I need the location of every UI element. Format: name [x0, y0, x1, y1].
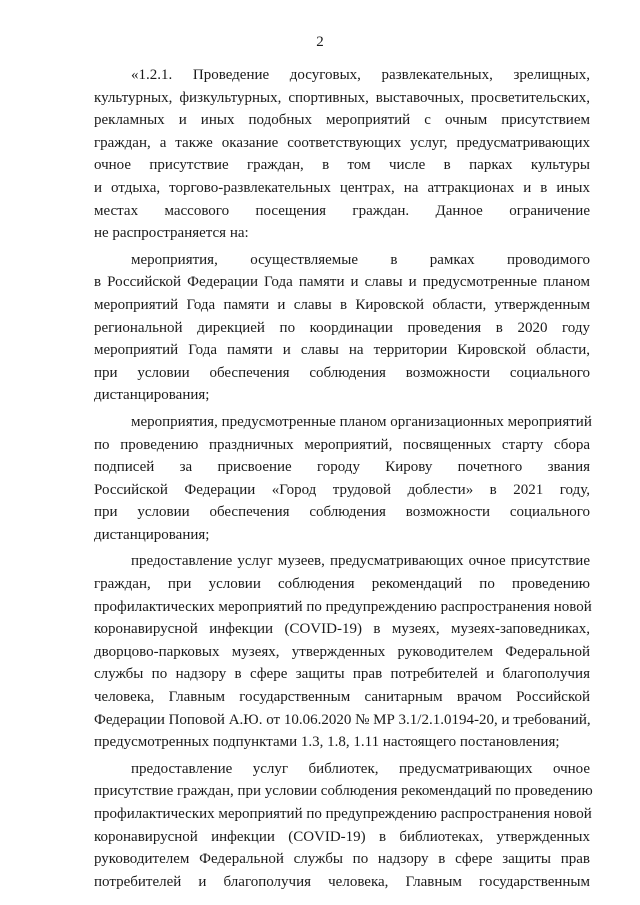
text-line: присутствие граждан, при условии соблюдения рекомендаций по проведению: [94, 783, 593, 800]
paragraph-5: [94, 758, 593, 894]
text-line: подписей за присвоение городу Кирову почетного звания: [94, 459, 590, 476]
text-line: местах массового посещения граждан. Данное ограничение: [94, 202, 590, 219]
text-line: мероприятия, осуществляемые в рамках проводимого: [131, 251, 590, 268]
text-line: дворцово-парковых музеях, утвержденных руководителем Федеральной: [94, 643, 590, 660]
paragraph-1: [94, 64, 590, 245]
text-line: профилактических мероприятий по предупреждению распространения новой: [94, 598, 592, 615]
text-line: граждан, а также оказание соответствующих услуг, предусматривающих: [94, 134, 590, 151]
text-line: рекламных и иных подобных мероприятий с очным присутствием: [94, 112, 590, 129]
text-line: при условии обеспечения соблюдения возможности социального: [94, 504, 590, 521]
text-line: предоставление услуг библиотек, предусматривающих очное: [131, 760, 590, 777]
paragraph-2: [94, 249, 590, 407]
text-line: мероприятий Года памяти и славы на территории Кировской области,: [94, 342, 590, 359]
text-line: граждан, при условии соблюдения рекомендаций по проведению: [94, 576, 590, 593]
text-line: мероприятия, предусмотренные планом организационных мероприятий: [131, 413, 592, 430]
text-line: по проведению праздничных мероприятий, посвященных старту сбора: [94, 436, 590, 453]
paragraph-4: [94, 550, 590, 753]
text-line: человека, Главным государственным санитарным врачом Российской: [94, 689, 590, 706]
text-line: предусмотренных подпунктами 1.3, 1.8, 1.11 настоящего постановления;: [94, 734, 560, 751]
text-line: Российской Федерации «Город трудовой доблести» в 2021 году,: [94, 481, 590, 498]
text-line: культурных, физкультурных, спортивных, выставочных, просветительских,: [94, 89, 590, 106]
text-line: не распространяется на:: [94, 225, 249, 242]
text-line: дистанцирования;: [94, 526, 210, 543]
text-line: профилактических мероприятий по предупреждению распространения новой: [94, 806, 592, 822]
text-line: коронавирусной инфекции (COVID-19) в музеях, музеях-заповедниках,: [94, 621, 590, 638]
text-line: «1.2.1. Проведение досуговых, развлекательных, зрелищных,: [131, 67, 590, 83]
text-line: в Российской Федерации Года памяти и славы и предусмотренные планом: [94, 274, 590, 291]
text-line: предоставление услуг музеев, предусматривающих очное присутствие: [131, 553, 590, 570]
text-line: руководителем Федеральной службы по надзору в сфере защиты прав: [94, 851, 590, 868]
text-line: службы по надзору в сфере защиты прав потребителей и благополучия: [94, 666, 590, 683]
text-line: дистанцирования;: [94, 387, 210, 404]
paragraph-3: [94, 411, 590, 547]
text-line: потребителей и благополучия человека, Главным государственным: [94, 873, 590, 890]
page-number: 2: [316, 34, 324, 50]
text-line: региональной дирекцией по координации проведения в 2020 году: [94, 319, 590, 336]
text-line: при условии обеспечения соблюдения возможности социального: [94, 364, 590, 381]
text-line: мероприятий Года памяти и славы в Кировской области, утвержденным: [94, 296, 590, 313]
text-line: Федерации Поповой А.Ю. от 10.06.2020 № МР 3.1/2.1.0194-20, и требований,: [94, 711, 591, 728]
document-body: [94, 64, 593, 893]
text-line: и отдыха, торгово-развлекательных центрах, на аттракционах и в иных: [94, 179, 590, 196]
text-line: очное присутствие граждан, в том числе в парках культуры: [94, 157, 590, 174]
text-line: коронавирусной инфекции (COVID-19) в библиотеках, утвержденных: [94, 828, 590, 845]
